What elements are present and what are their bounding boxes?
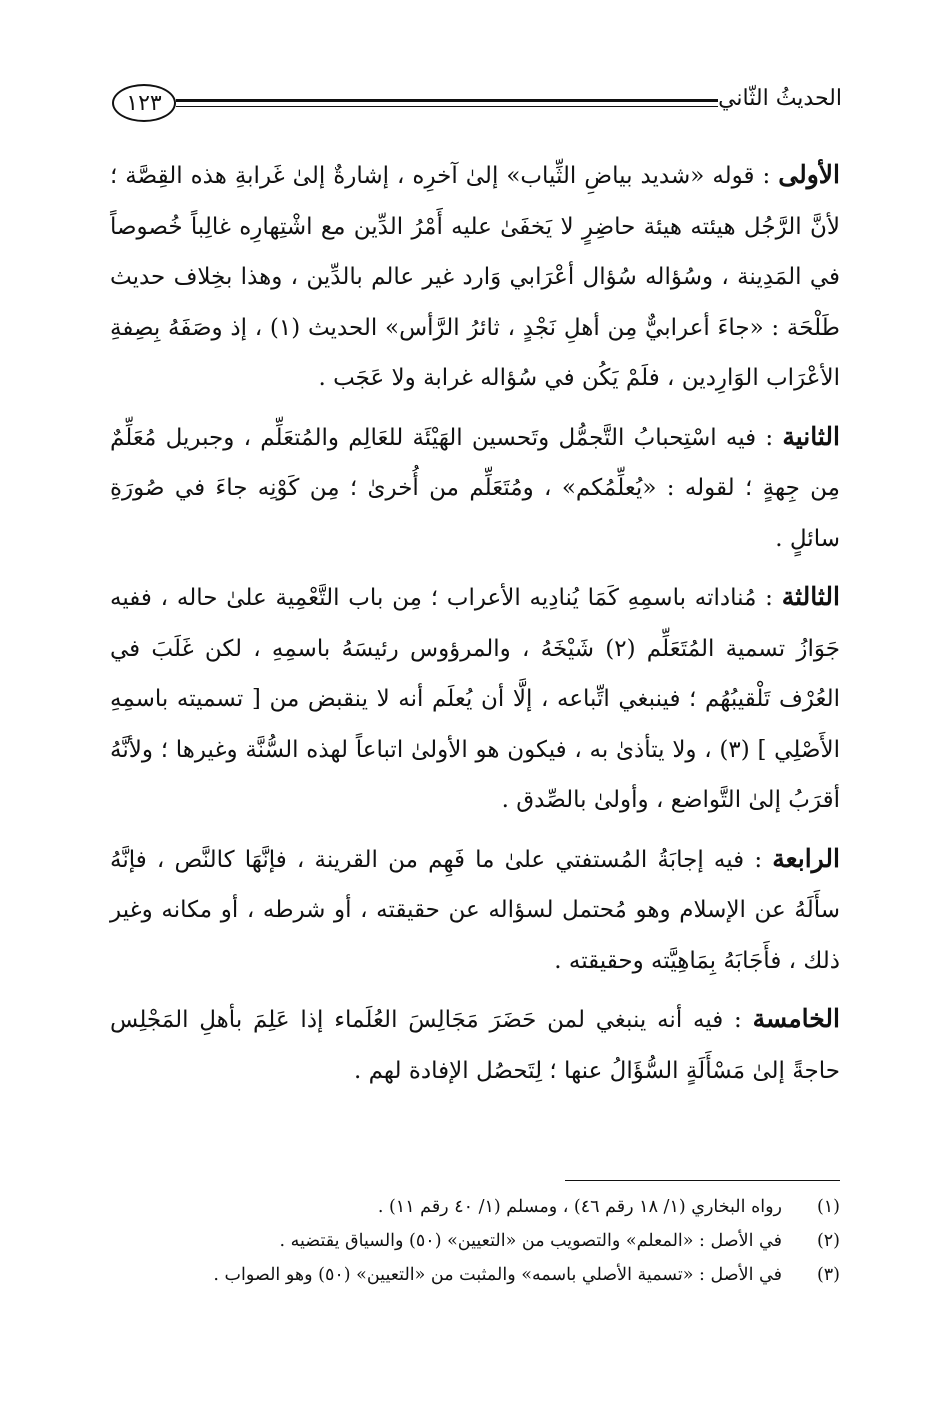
header-rule <box>176 99 718 102</box>
footnote-text: في الأصل : «المعلم» والتصويب من «التعيين» (٥٠) والسياق يقتضيه . <box>279 1231 782 1251</box>
paragraph-heading: الرابعة <box>772 843 840 873</box>
paragraph-heading: الثانية <box>782 421 840 451</box>
footnote-item <box>140 1190 840 1224</box>
paragraph-fifth <box>110 994 840 1096</box>
paragraph-first <box>110 150 840 404</box>
footnote-number: (٣) <box>816 1265 840 1285</box>
paragraph-text: : فيه أنه ينبغي لمن حَضَرَ مَجَالِسَ العُلَماء إذا عَلِمَ بأهلِ المَجْلِس حاجةً إلىٰ مَسْأَلَةٍ السُّؤَالُ عنها ؛ لِتَحصُل الإفادة لهم . <box>110 1007 840 1084</box>
footnote-item <box>140 1224 840 1258</box>
paragraph-second <box>110 412 840 565</box>
footnote-item <box>140 1258 840 1292</box>
running-title: الحديثُ الثّاني <box>718 86 842 111</box>
page-header <box>112 78 842 128</box>
footnote-separator <box>565 1180 840 1181</box>
footnotes <box>140 1190 840 1292</box>
header-rule-thin <box>176 106 718 107</box>
page-number: ١٢٣ <box>112 84 176 122</box>
footnote-text: في الأصل : «تسمية الأصلي باسمه» والمثبت من «التعيين» (٥٠) وهو الصواب . <box>213 1265 782 1285</box>
paragraph-fourth <box>110 834 840 987</box>
paragraph-heading: الأولى <box>778 160 840 189</box>
paragraph-heading: الثالثة <box>781 582 840 611</box>
footnote-number: (١) <box>816 1197 840 1217</box>
paragraph-text: : فيه إجابَةُ المُستفتي علىٰ ما فَهِم من القرينة ، فإنَّهَا كالنَّص ، فإنَّهُ سأَلَهُ عن الإسلام وهو مُحتمل لسؤاله عن حقيقته ، أو شرطه ، أو مكانه وغير ذلك ، فأَجَابَهُ بِمَاهِيَّته وحقيقته . <box>110 846 840 974</box>
paragraph-text: : فيه اسْتِحبابُ التَّجمُّل وتَحسين الهَيْئَة للعَالِم والمُتعَلِّم ، وجبريل مُعَلِّمٌ مِن جِهةٍ ؛ لقوله : «يُعلِّمُكم» ، ومُتَعَلِّم من أُخرىٰ ؛ مِن كَوْنِه جاءَ في صُورَةِ سائلٍ . <box>110 424 840 552</box>
main-text <box>110 150 840 1104</box>
paragraph-heading: الخامسة <box>752 1004 840 1033</box>
paragraph-third <box>110 572 840 826</box>
footnote-text: رواه البخاري (١/ ١٨ رقم ٤٦) ، ومسلم (١/ ٤٠ رقم ١١) . <box>377 1197 782 1217</box>
paragraph-text: : قوله «شديد بياضِ الثِّياب» إلىٰ آخرِه ، إشارةٌ إلىٰ غَرابةِ هذه القِصَّة ؛ لأنَّ الرَّجُل هيئته هيئة حاضِرٍ لا يَخفَىٰ عليه أَمْرُ الدِّين مع اشْتِهارِه غالِباً خُصوصاً في المَدِينة ، وسُؤاله سُؤال أعْرَابي وَارد غير عالم بالدِّين ، وهذا بخِلاف حديث طَلْحَة : «جاءَ أعرابيٌّ مِن أهلِ نَجْدٍ ، ثائرُ الرَّأس» الحديث (١) ، إذ وصَفَهُ بِصِفةِ الأعْرَاب الوَارِدين ، فلَمْ يَكُن في سُؤاله غرابة ولا عَجَب . <box>110 163 840 391</box>
paragraph-text: : مُناداته باسمِهِ كَمَا يُنادِيه الأعراب ؛ مِن باب التَّعْمِية علىٰ حاله ، ففيه جَوَازُ تسمية المُتَعَلِّم (٢) شَيْخَهُ ، والمرؤوس رئيسَهُ باسمِهِ ، لكن غَلَبَ في العُرْف تَلْقيبُهُم ؛ فينبغي اتِّباعه ، إلَّا أن يُعلَم أنه لا ينقبض من [ تسميته باسمِهِ الأَصْلِي ] (٣) ، ولا يتأذىٰ به ، فيكون هو الأولىٰ اتباعاً لهذه السُّنَّة وغيرها ؛ ولأنَّهُ أقرَبُ إلىٰ التَّواضع ، وأولىٰ بالصِّدق . <box>110 585 840 813</box>
footnote-number: (٢) <box>816 1231 840 1251</box>
